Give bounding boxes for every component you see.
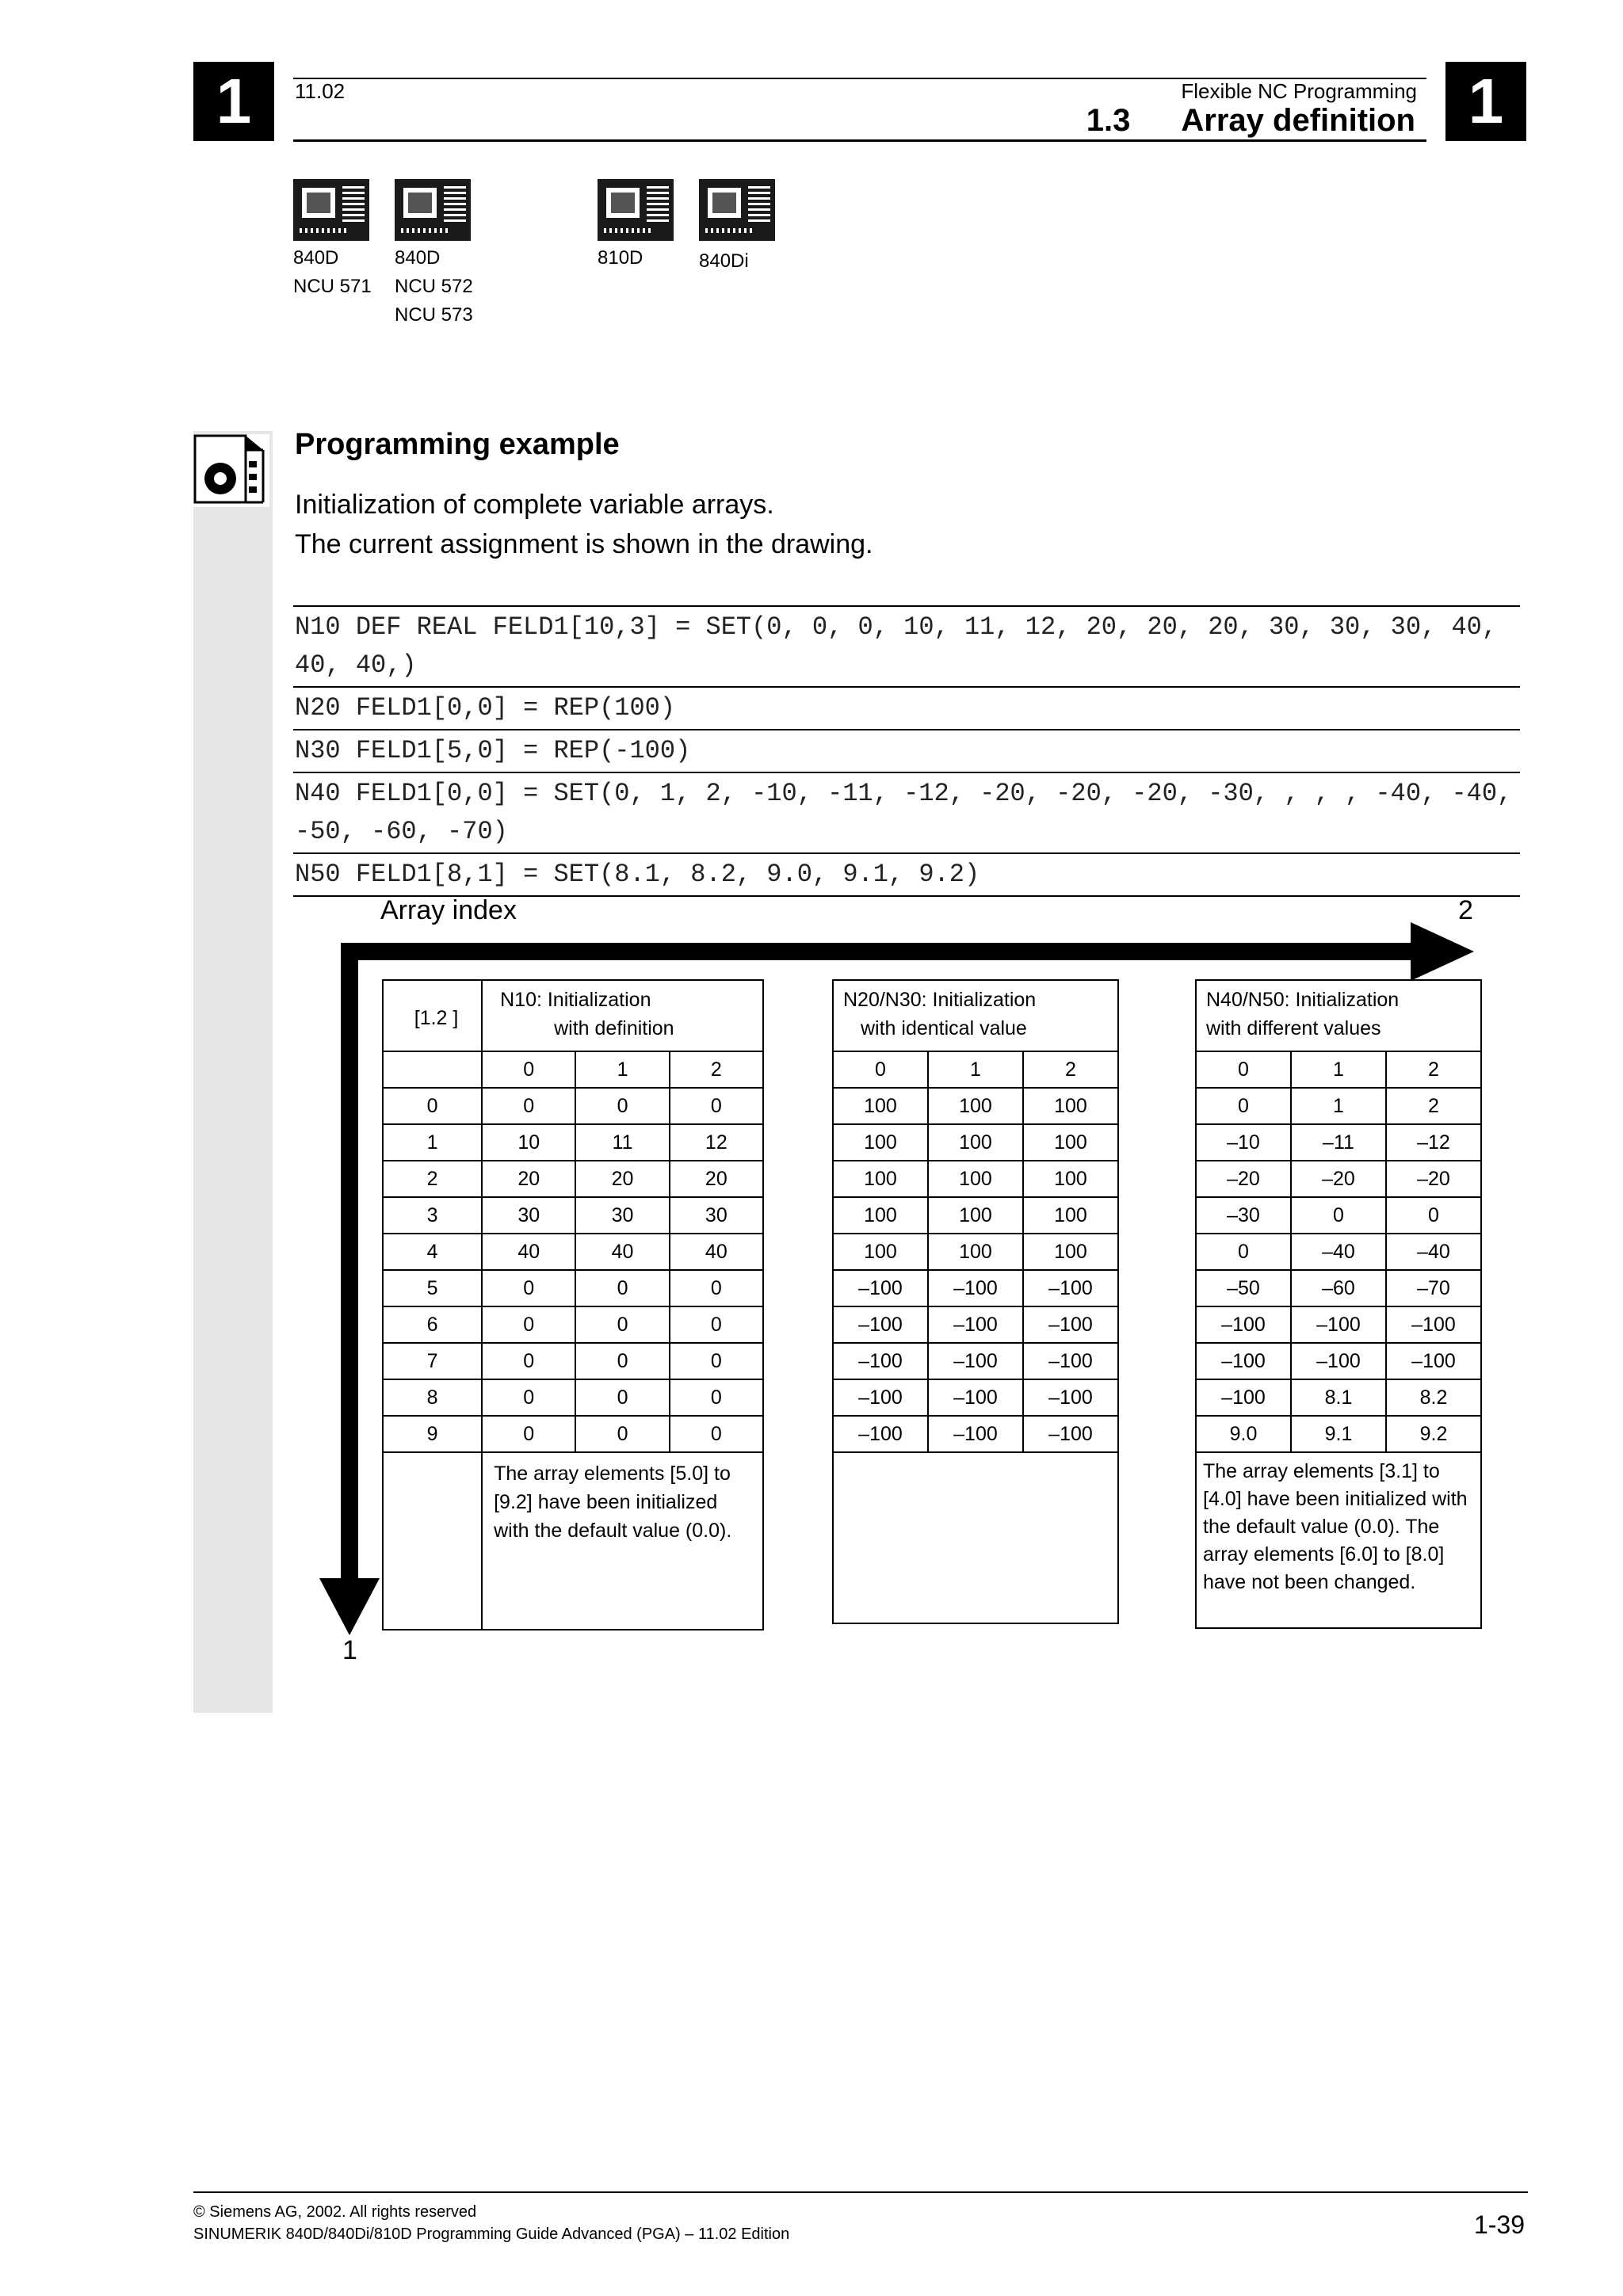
cell: 40 [575, 1234, 669, 1270]
row-index: 4 [383, 1234, 482, 1270]
cell: 8.1 [1291, 1379, 1386, 1416]
axis-2-arrow-shaft [341, 943, 1419, 960]
control-label-1: 840D NCU 571 [293, 247, 372, 297]
column-index: 1 [575, 1051, 669, 1088]
header-date: 11.02 [295, 79, 346, 103]
cell: –60 [1291, 1270, 1386, 1306]
table-note: The array elements [3.1] to [4.0] have been initialized with the default value (0.0). The array elements [6.0] to [8.0] have not been changed. [1196, 1452, 1481, 1628]
corner-label: [1.2 ] [383, 980, 482, 1051]
cell: 0 [670, 1416, 763, 1452]
control-unit-icon [598, 179, 674, 241]
column-index: 0 [1196, 1051, 1291, 1088]
cell: 0 [482, 1416, 575, 1452]
cell: 0 [1386, 1197, 1481, 1234]
row-index: 3 [383, 1197, 482, 1234]
cell: –100 [833, 1306, 928, 1343]
note-spacer [383, 1452, 482, 1630]
cell: 0 [1196, 1234, 1291, 1270]
axis-1-arrowhead [319, 1578, 380, 1635]
cell: 2 [1386, 1088, 1481, 1124]
cell: 0 [670, 1379, 763, 1416]
code-line: N40 FELD1[0,0] = SET(0, 1, 2, -10, -11, -12, -20, -20, -20, -30, , , , -40, -40, -50, -60, -70) [293, 772, 1520, 852]
cell: 11 [575, 1124, 669, 1161]
code-line: N10 DEF REAL FELD1[10,3] = SET(0, 0, 0, 10, 11, 12, 20, 20, 20, 30, 30, 30, 40, 40, 40,) [293, 605, 1520, 686]
cell: 100 [833, 1124, 928, 1161]
column-index: 1 [928, 1051, 1023, 1088]
cell: –10 [1196, 1124, 1291, 1161]
cell: 0 [482, 1343, 575, 1379]
control-unit-icon [293, 179, 369, 241]
cell: 0 [482, 1270, 575, 1306]
cell: 0 [670, 1270, 763, 1306]
cell: 0 [1291, 1197, 1386, 1234]
cell: 30 [575, 1197, 669, 1234]
cell: –100 [928, 1416, 1023, 1452]
table-note-empty [833, 1452, 1118, 1623]
cell: 20 [670, 1161, 763, 1197]
cell: 20 [575, 1161, 669, 1197]
cell: –20 [1291, 1161, 1386, 1197]
cell: –100 [1386, 1306, 1481, 1343]
code-line: N30 FELD1[5,0] = REP(-100) [293, 729, 1520, 772]
cell: –100 [928, 1306, 1023, 1343]
row-index: 2 [383, 1161, 482, 1197]
code-line: N50 FELD1[8,1] = SET(8.1, 8.2, 9.0, 9.1, 9.2) [293, 852, 1520, 897]
column-index: 2 [1386, 1051, 1481, 1088]
cell: –20 [1196, 1161, 1291, 1197]
header-section-label: Flexible NC Programming [1181, 79, 1417, 103]
cell: 0 [575, 1088, 669, 1124]
cell: 100 [1023, 1197, 1118, 1234]
cell: 100 [1023, 1088, 1118, 1124]
array-table-n40-n50 [1195, 979, 1482, 1629]
cell: 1 [1291, 1088, 1386, 1124]
cell: 0 [575, 1379, 669, 1416]
column-index: 0 [833, 1051, 928, 1088]
footer-rule [193, 2191, 1528, 2193]
header-section-title [1086, 103, 1415, 139]
control-unit-icon [699, 179, 775, 241]
axis-label: Array index [380, 895, 517, 925]
cell: 100 [833, 1088, 928, 1124]
control-unit-icon [395, 179, 471, 241]
row-index: 0 [383, 1088, 482, 1124]
footer-copyright: © Siemens AG, 2002. All rights reserved [193, 2203, 477, 2221]
cell: 100 [928, 1088, 1023, 1124]
cell: –100 [1196, 1306, 1291, 1343]
cell: 0 [482, 1088, 575, 1124]
row-index: 7 [383, 1343, 482, 1379]
table-caption: N10: Initialization with definition [482, 980, 763, 1051]
cell: –100 [1023, 1416, 1118, 1452]
example-title: Programming example [295, 428, 620, 461]
cell: –100 [1023, 1379, 1118, 1416]
cell: –100 [833, 1379, 928, 1416]
table-caption: N20/N30: Initialization with identical value [833, 980, 1118, 1051]
cell: 100 [833, 1197, 928, 1234]
chapter-marker-left: 1 [193, 62, 274, 141]
cell: –100 [928, 1270, 1023, 1306]
section-title: Array definition [1181, 103, 1415, 138]
row-index: 6 [383, 1306, 482, 1343]
cell: –100 [833, 1343, 928, 1379]
cell: 0 [575, 1306, 669, 1343]
axis-2-label: 2 [1458, 895, 1473, 925]
cell: –11 [1291, 1124, 1386, 1161]
control-label-4: 840Di [699, 250, 749, 272]
cell: 100 [1023, 1234, 1118, 1270]
cell: 0 [670, 1088, 763, 1124]
cell: 100 [1023, 1161, 1118, 1197]
column-index: 2 [1023, 1051, 1118, 1088]
row-index: 1 [383, 1124, 482, 1161]
cell: 0 [670, 1343, 763, 1379]
control-label-2: 840D NCU 572 NCU 573 [395, 247, 473, 326]
cell: 20 [482, 1161, 575, 1197]
cell: 30 [670, 1197, 763, 1234]
index-header [383, 1051, 482, 1088]
cell: –20 [1386, 1161, 1481, 1197]
table-caption: N40/N50: Initialization with different values [1196, 980, 1481, 1051]
cell: –100 [1023, 1343, 1118, 1379]
cell: –100 [928, 1343, 1023, 1379]
code-line: N20 FELD1[0,0] = REP(100) [293, 686, 1520, 729]
cell: –100 [1291, 1343, 1386, 1379]
cell: 0 [575, 1416, 669, 1452]
cell: –12 [1386, 1124, 1481, 1161]
cell: –30 [1196, 1197, 1291, 1234]
cell: 0 [575, 1343, 669, 1379]
cell: 9.2 [1386, 1416, 1481, 1452]
cell: –40 [1386, 1234, 1481, 1270]
cell: –100 [1386, 1343, 1481, 1379]
cell: 40 [670, 1234, 763, 1270]
cell: 9.0 [1196, 1416, 1291, 1452]
cell: –100 [833, 1416, 928, 1452]
column-index: 0 [482, 1051, 575, 1088]
row-index: 9 [383, 1416, 482, 1452]
cell: –100 [1023, 1270, 1118, 1306]
cell: –100 [833, 1270, 928, 1306]
cell: 0 [482, 1379, 575, 1416]
cell: –100 [1291, 1306, 1386, 1343]
cell: 10 [482, 1124, 575, 1161]
programming-example-icon [193, 434, 269, 507]
cell: 0 [482, 1306, 575, 1343]
cell: 100 [1023, 1124, 1118, 1161]
column-index: 2 [670, 1051, 763, 1088]
control-label-3: 810D [598, 247, 643, 269]
cell: 9.1 [1291, 1416, 1386, 1452]
cell: –100 [1023, 1306, 1118, 1343]
chapter-marker-right: 1 [1445, 62, 1526, 141]
cell: 12 [670, 1124, 763, 1161]
array-table-n10 [382, 979, 764, 1630]
section-number: 1.3 [1086, 103, 1131, 138]
cell: –100 [928, 1379, 1023, 1416]
cell: 100 [928, 1124, 1023, 1161]
cell: 40 [482, 1234, 575, 1270]
page-number: 1-39 [1473, 2210, 1525, 2239]
cell: 0 [575, 1270, 669, 1306]
row-index: 5 [383, 1270, 482, 1306]
cell: 100 [833, 1234, 928, 1270]
cell: 0 [1196, 1088, 1291, 1124]
margin-sidebar [193, 431, 273, 1713]
code-listing [293, 605, 1528, 897]
cell: 8.2 [1386, 1379, 1481, 1416]
cell: 0 [670, 1306, 763, 1343]
header-bottom-rule [293, 139, 1426, 142]
table-note: The array elements [5.0] to [9.2] have been initialized with the default value (0.0). [482, 1452, 763, 1630]
cell: –40 [1291, 1234, 1386, 1270]
column-index: 1 [1291, 1051, 1386, 1088]
axis-1-label: 1 [342, 1635, 357, 1665]
cell: –70 [1386, 1270, 1481, 1306]
cell: 100 [928, 1234, 1023, 1270]
cell: –100 [1196, 1379, 1291, 1416]
footer-text [193, 2201, 789, 2245]
footer-document: SINUMERIK 840D/840Di/810D Programming Guide Advanced (PGA) – 11.02 Edition [193, 2225, 790, 2243]
axis-2-arrowhead [1411, 922, 1474, 981]
example-intro [295, 485, 873, 564]
cell: –50 [1196, 1270, 1291, 1306]
cell: 30 [482, 1197, 575, 1234]
row-index: 8 [383, 1379, 482, 1416]
cell: 100 [833, 1161, 928, 1197]
cell: 100 [928, 1161, 1023, 1197]
intro-line-2: The current assignment is shown in the drawing. [295, 529, 873, 559]
intro-line-1: Initialization of complete variable arrays. [295, 490, 774, 520]
array-table-n20-n30 [832, 979, 1119, 1624]
cell: 100 [928, 1197, 1023, 1234]
cell: –100 [1196, 1343, 1291, 1379]
axis-1-arrow-shaft [341, 943, 358, 1610]
